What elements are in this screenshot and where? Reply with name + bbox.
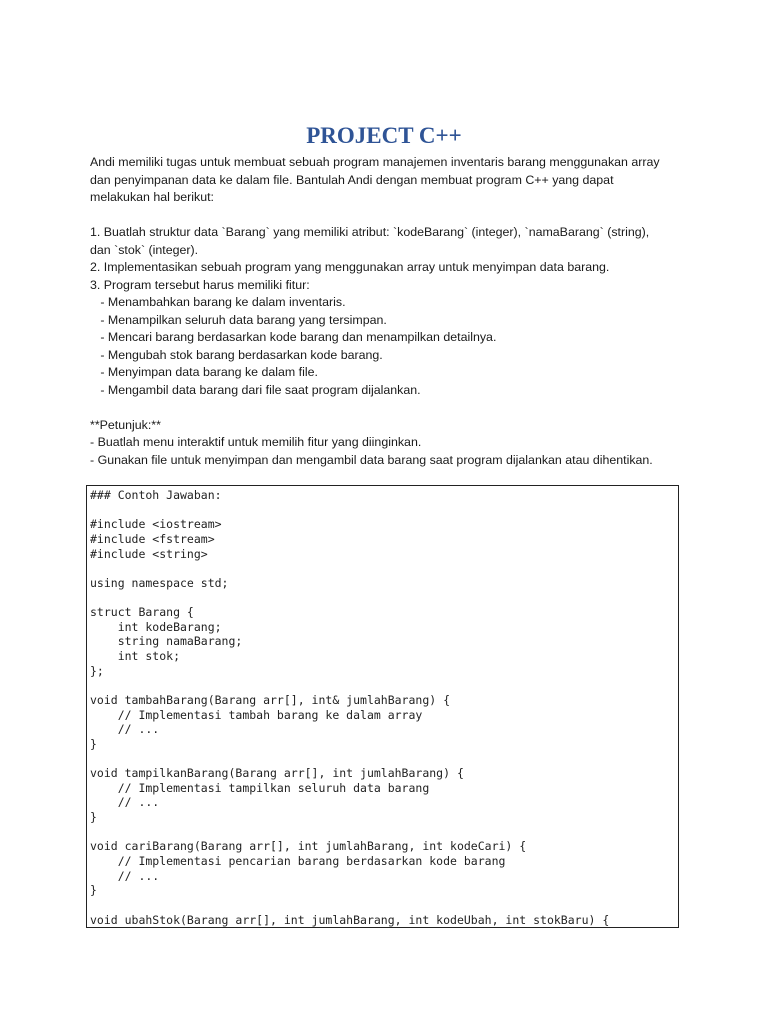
text-line — [90, 207, 690, 225]
code-line: void ubahStok(Barang arr[], int jumlahBarang, int kodeUbah, int stokBaru) { — [90, 912, 610, 927]
code-line: } — [90, 736, 97, 751]
code-line: // Implementasi tampilkan seluruh data barang — [90, 780, 430, 795]
code-line: // ... — [90, 722, 160, 737]
code-line: #include <iostream> — [90, 517, 222, 532]
code-line: } — [90, 810, 97, 825]
code-line: // Implementasi pencarian barang berdasarkan kode barang — [90, 854, 506, 869]
text-line: 3. Program tersebut harus memiliki fitur: — [90, 277, 310, 292]
text-line: - Mengambil data barang dari file saat program dijalankan. — [90, 382, 421, 397]
code-line — [90, 561, 678, 576]
code-line: // ... — [90, 795, 160, 810]
code-line: string namaBarang; — [90, 634, 243, 649]
code-line: struct Barang { — [90, 605, 194, 620]
text-line: - Mengubah stok barang berdasarkan kode barang. — [90, 347, 383, 362]
document-title: PROJECT C++ — [306, 123, 462, 148]
text-line: 2. Implementasikan sebuah program yang menggunakan array untuk menyimpan data barang. — [90, 260, 610, 274]
text-line: dan penyimpanan data ke dalam file. Bantulah Andi dengan membuat program C++ yang dapat — [90, 172, 614, 187]
code-line: int stok; — [90, 649, 181, 664]
code-line — [90, 752, 678, 767]
code-line: using namespace std; — [90, 575, 229, 590]
text-line: 1. Buatlah struktur data `Barang` yang memiliki atribut: `kodeBarang` (integer), `namaBarang` (string), — [90, 225, 650, 239]
text-line: dan `stok` (integer). — [90, 242, 199, 257]
text-line: - Menyimpan data barang ke dalam file. — [90, 365, 318, 379]
code-line: void tambahBarang(Barang arr[], int& jumlahBarang) { — [90, 692, 451, 707]
code-line: } — [90, 883, 97, 898]
code-example-box — [86, 485, 679, 928]
code-line: #include <string> — [90, 546, 208, 561]
code-line — [90, 503, 678, 518]
code-line: int kodeBarang; — [90, 619, 222, 634]
code-line: void tampilkanBarang(Barang arr[], int jumlahBarang) { — [90, 766, 464, 781]
task-description — [90, 154, 690, 469]
text-line: melakukan hal berikut: — [90, 190, 214, 204]
text-line — [90, 399, 690, 417]
text-line: Andi memiliki tugas untuk membuat sebuah program manajemen inventaris barang menggunakan array — [90, 155, 660, 169]
code-line: ### Contoh Jawaban: — [90, 488, 222, 502]
text-line: - Mencari barang berdasarkan kode barang dan menampilkan detailnya. — [90, 330, 497, 344]
text-line: - Menampilkan seluruh data barang yang tersimpan. — [90, 312, 387, 327]
code-line — [90, 590, 678, 605]
code-line: }; — [90, 663, 104, 678]
code-block — [87, 486, 678, 927]
code-line — [90, 898, 678, 913]
code-line — [90, 825, 678, 840]
code-line: #include <fstream> — [90, 531, 215, 546]
text-line: **Petunjuk:** — [90, 417, 161, 432]
code-line — [90, 678, 678, 693]
text-line: - Menambahkan barang ke dalam inventaris. — [90, 295, 346, 309]
code-line: // Implementasi tambah barang ke dalam array — [90, 707, 423, 722]
text-line: - Gunakan file untuk menyimpan dan mengambil data barang saat program dijalankan atau dihentikan. — [90, 452, 653, 467]
code-line: void cariBarang(Barang arr[], int jumlahBarang, int kodeCari) { — [90, 839, 527, 854]
text-line: - Buatlah menu interaktif untuk memilih fitur yang diinginkan. — [90, 435, 422, 449]
code-line: // ... — [90, 868, 160, 883]
